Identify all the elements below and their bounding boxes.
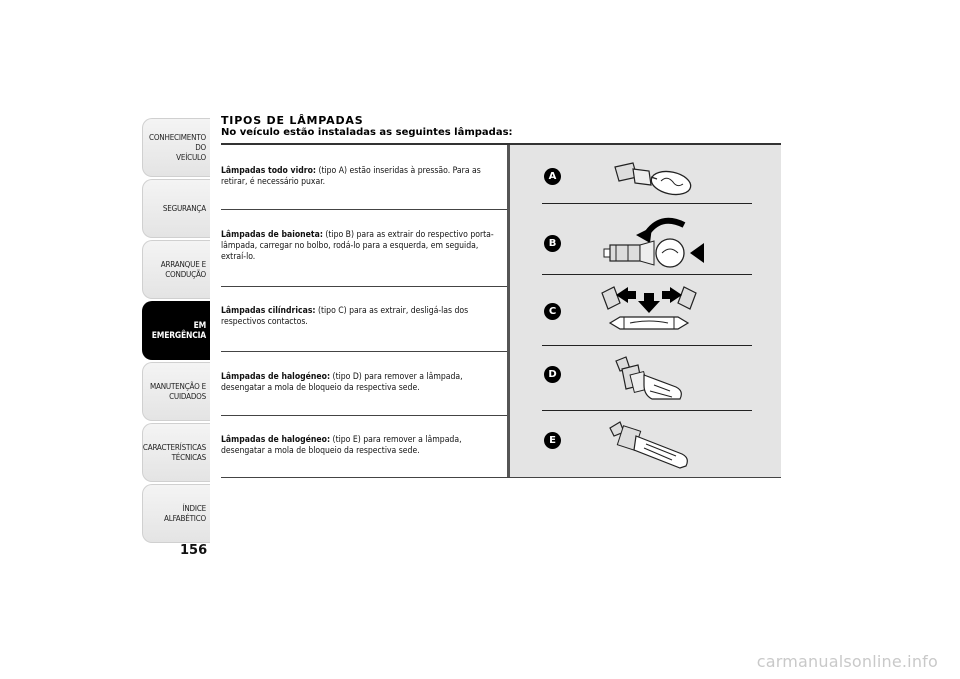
- bulb-row-e: [221, 416, 507, 478]
- halogen-bulb-d-icon: [610, 355, 690, 410]
- bulb-type-text: (tipo B) para as extrair do respectivo porta-lâmpada, carregar no bolbo, rodá-lo para a esquerda, em seguida, extraí-lo.: [221, 230, 494, 262]
- tab-caracteristicas-tecnicas[interactable]: [142, 423, 210, 482]
- glass-bulb-icon: [605, 155, 705, 200]
- bulb-type-text: (tipo E) para remover a lâmpada, desengatar a mola de bloqueio da respectiva sede.: [221, 435, 462, 456]
- tab-manutencao-e-cuidados[interactable]: [142, 362, 210, 421]
- letter-e-badge: E: [544, 432, 561, 449]
- cylindrical-bulb-icon: [594, 283, 704, 345]
- tab-label: CONHECIMENTO DO VEÍCULO: [149, 132, 206, 162]
- tab-seguranca[interactable]: [142, 179, 210, 238]
- bulb-description: [221, 372, 505, 394]
- illustration-divider: [542, 203, 752, 204]
- bottom-divider: [221, 477, 781, 478]
- bulb-row-a: [221, 145, 507, 210]
- bulb-type-heading: Lâmpadas de halogéneo:: [221, 372, 331, 382]
- illustration-divider: [542, 274, 752, 275]
- bayonet-bulb-icon: [598, 213, 708, 273]
- tab-label: SEGURANÇA: [162, 203, 206, 213]
- tab-label: MANUTENÇÃO E CUIDADOS: [149, 381, 206, 401]
- bulb-illustrations: [510, 145, 781, 478]
- bulb-type-heading: Lâmpadas de halogéneo:: [221, 435, 331, 445]
- letter-d-badge: D: [544, 366, 561, 383]
- tab-arranque-e-conducao[interactable]: [142, 240, 210, 299]
- intro-text: No veículo estão instaladas as seguintes lâmpadas:: [221, 127, 513, 138]
- letter-a-badge: A: [544, 168, 561, 185]
- tab-label: EM EMERGÊNCIA: [151, 320, 206, 341]
- bulb-type-heading: Lâmpadas cilíndricas:: [221, 306, 316, 316]
- bulb-row-b: [221, 210, 507, 287]
- bulb-type-text: (tipo C) para as extrair, desligá-las dos respectivos contactos.: [221, 306, 469, 327]
- page-number: 156: [180, 543, 208, 558]
- bulb-description: [221, 230, 505, 263]
- illustration-divider: [542, 345, 752, 346]
- chapter-tabs: [142, 118, 210, 545]
- tab-em-emergencia[interactable]: [142, 301, 210, 360]
- tab-conhecimento-do-veiculo[interactable]: [142, 118, 210, 177]
- bulb-row-d: [221, 352, 507, 416]
- bulb-row-c: [221, 287, 507, 352]
- bulb-description: [221, 435, 505, 457]
- bulb-description: [221, 166, 505, 188]
- watermark-text: carmanualsonline.info: [756, 652, 938, 671]
- bulb-type-heading: Lâmpadas de baioneta:: [221, 230, 323, 240]
- bulb-type-text: (tipo A) estão inseridas à pressão. Para as retirar, é necessário puxar.: [221, 166, 481, 187]
- halogen-bulb-e-icon: [606, 420, 696, 475]
- bulb-type-heading: Lâmpadas todo vidro:: [221, 166, 316, 176]
- illustration-divider: [542, 410, 752, 411]
- bulb-type-text: (tipo D) para remover a lâmpada, desengatar a mola de bloqueio da respectiva sede.: [221, 372, 463, 393]
- tab-label: CARACTERÍSTICAS TÉCNICAS: [142, 442, 206, 462]
- section-title: TIPOS DE LÂMPADAS: [221, 114, 364, 127]
- letter-c-badge: C: [544, 303, 561, 320]
- tab-label: ÍNDICE ALFABÉTICO: [164, 503, 206, 523]
- tab-indice-alfabetico[interactable]: [142, 484, 210, 543]
- tab-label: ARRANQUE E CONDUÇÃO: [160, 259, 206, 279]
- bulb-description: [221, 306, 505, 328]
- letter-b-badge: B: [544, 235, 561, 252]
